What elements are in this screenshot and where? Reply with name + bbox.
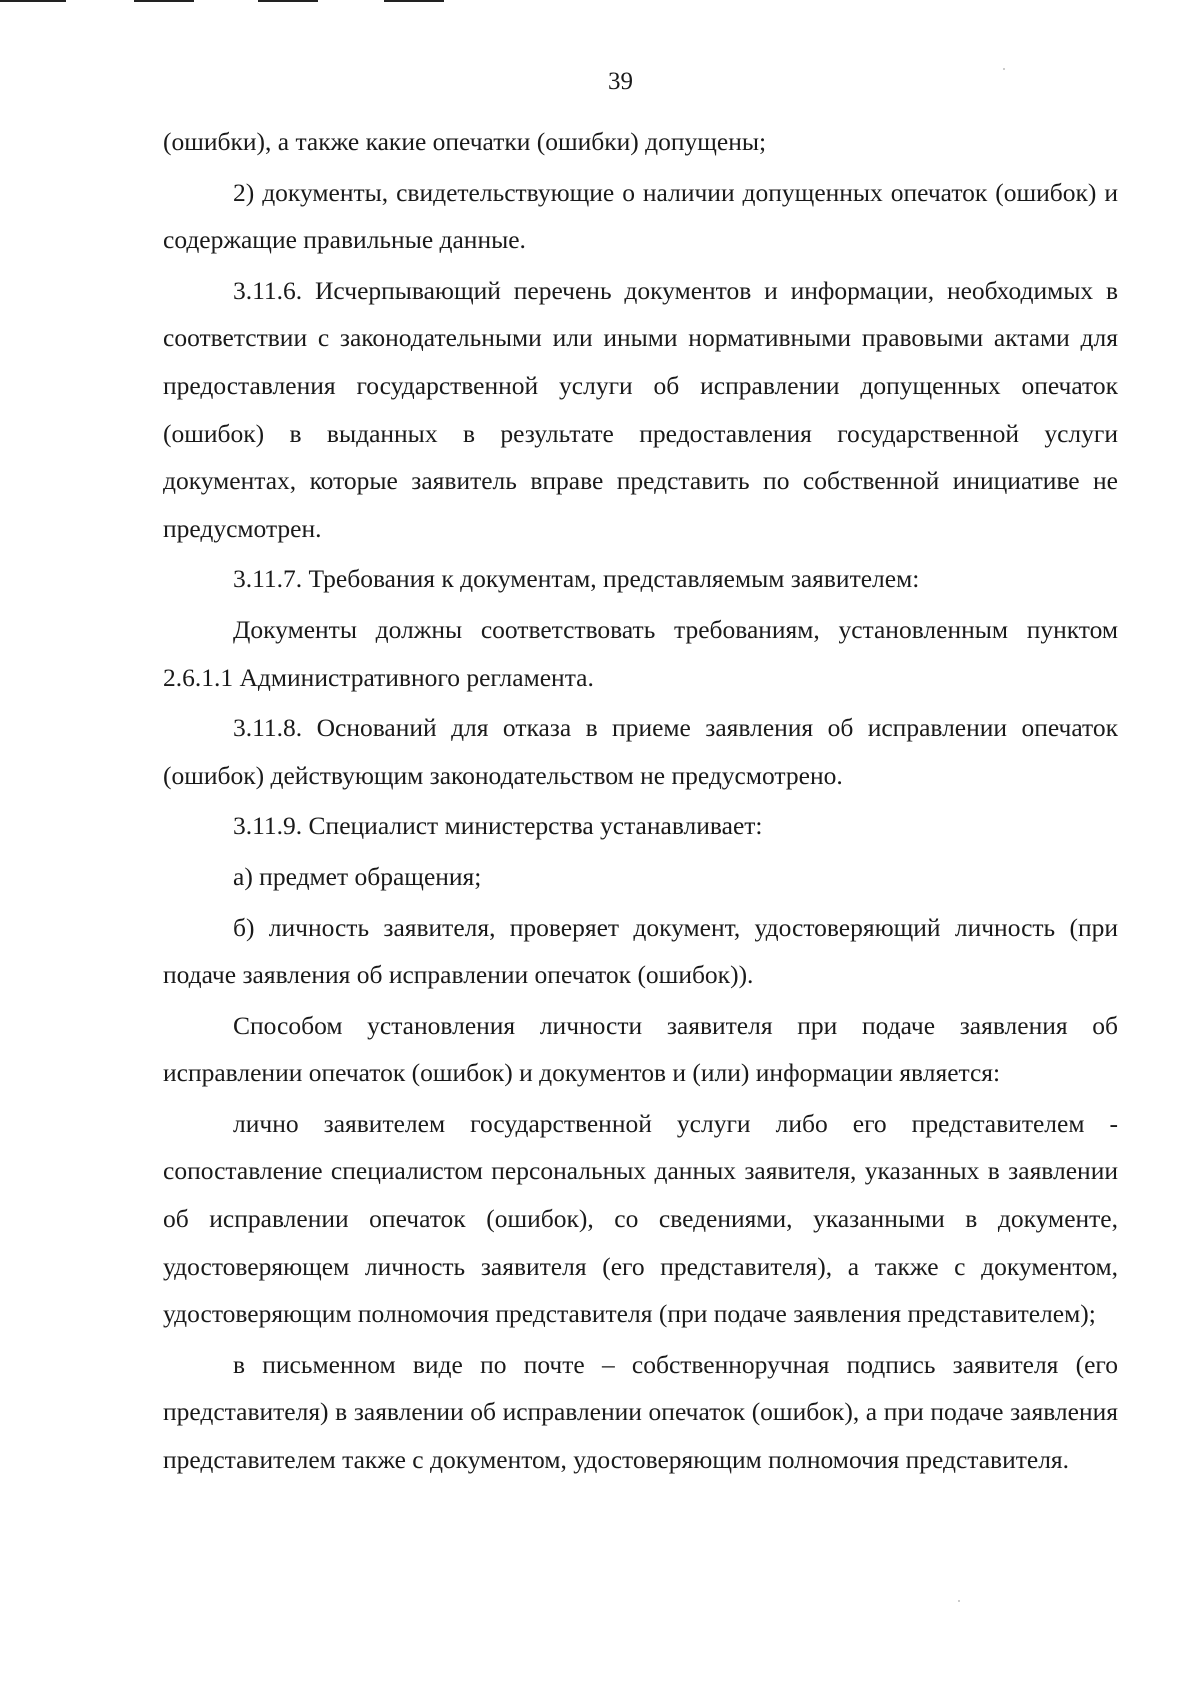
paragraph: лично заявителем государственной услуги либо его представителем - сопоставление специалистом персональных данных заявителя, указанных в заявлении об исправлении опечаток (ошибок), со сведениями, указанными в документе, удостоверяющем личность заявителя (его представителя), а также с документом, удостоверяющим полномочия представителя (при подаче заявления представителем); [163, 1108, 1118, 1329]
paragraph: 3.11.9. Специалист министерства устанавливает: [233, 811, 763, 841]
paragraph: 3.11.8. Оснований для отказа в приеме заявления об исправлении опечаток (ошибок) действующим законодательством не предусмотрено. [163, 713, 1118, 790]
document-body [163, 118, 1118, 1484]
paragraph: в письменном виде по почте – собственноручная подпись заявителя (его представителя) в заявлении об исправлении опечаток (ошибок), а при подаче заявления представителем также с документом, удостоверяющим полномочия представителя. [163, 1349, 1118, 1475]
scan-artifact-line [134, 0, 194, 2]
paragraph: Способом установления личности заявителя при подаче заявления об исправлении опечаток (ошибок) и документов и (или) информации является: [163, 1010, 1118, 1088]
scan-speck [958, 1600, 960, 1602]
paragraph: б) личность заявителя, проверяет документ, удостоверяющий личность (при подаче заявления об исправлении опечаток (ошибок)). [163, 912, 1118, 990]
document-page [163, 62, 1118, 1484]
paragraph: 3.11.7. Требования к документам, представляемым заявителем: [233, 564, 920, 594]
paragraph: а) предмет обращения; [233, 861, 482, 891]
paragraph: 2) документы, свидетельствующие о наличии допущенных опечаток (ошибок) и содержащие правильные данные. [163, 177, 1118, 255]
paragraph: 3.11.6. Исчерпывающий перечень документов и информации, необходимых в соответствии с законодательными или иными нормативными правовыми актами для предоставления государственной услуги об исправлении допущенных опечаток (ошибок) в выданных в результате предоставления государственной услуги документах, которые заявитель вправе представить по собственной инициативе не предусмотрен. [163, 275, 1118, 543]
scan-artifact-line [384, 0, 444, 2]
paragraph: Документы должны соответствовать требованиям, установленным пунктом 2.6.1.1 Административного регламента. [163, 614, 1118, 692]
paragraph: (ошибки), а также какие опечатки (ошибки) допущены; [163, 127, 767, 156]
scan-artifact-line [0, 0, 66, 2]
page-number: 39 [608, 68, 633, 95]
scan-artifact-line [258, 0, 318, 2]
